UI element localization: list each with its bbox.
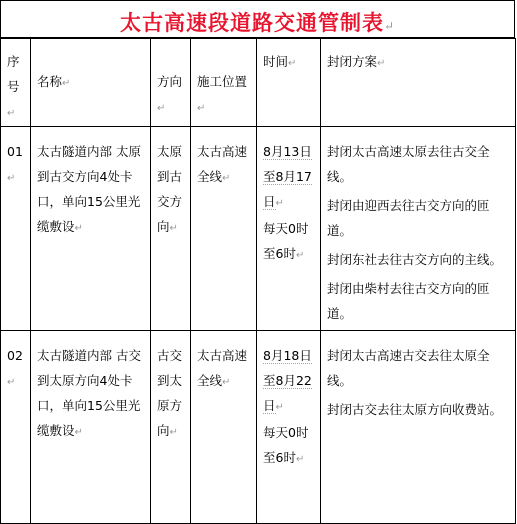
row-seq: 01↵ [1,127,31,331]
title-row [0,0,515,38]
header-direction: 方向↵ [151,39,191,127]
time-end: 至8月17日 [263,169,312,209]
row-location: 太古高速全线↵ [191,331,257,524]
time-daily: 每天0时至6时 [263,425,309,465]
row-seq: 02↵ [1,331,31,524]
plan-item: 封闭古交去往太原方向收费站。 [327,402,503,417]
header-seq: 序号↵ [1,39,31,127]
plan-item: 封闭由柴村去往古交方向的匝道。 [327,281,490,321]
row-direction: 古交到太原方向↵ [151,331,191,524]
header-time: 时间↵ [257,39,321,127]
plan-item: 封闭太古高速太原去往古交全线。 [327,144,490,184]
table-row [1,331,516,524]
row-name: 太古隧道内部 古交到太原方向4处卡口，单向15公里光缆敷设↵ [31,331,151,524]
row-name: 太古隧道内部 太原到古交方向4处卡口，单向15公里光缆敷设↵ [31,127,151,331]
time-end: 至8月22日 [263,373,312,413]
row-time: 8月13日 至8月17日↵ 每天0时至6时↵ [257,127,321,331]
time-start: 8月13日 [263,144,312,159]
header-name: 名称↵ [31,39,151,127]
header-row [1,39,516,127]
time-daily: 每天0时至6时 [263,221,309,261]
row-location: 太古高速全线↵ [191,127,257,331]
row-time: 8月18日 至8月22日↵ 每天0时至6时↵ [257,331,321,524]
header-plan: 封闭方案↵ [321,39,516,127]
plan-item: 封闭太古高速古交去往太原全线。 [327,348,490,388]
header-location: 施工位置↵ [191,39,257,127]
plan-item: 封闭东社去往古交方向的主线。 [327,252,503,267]
row-direction: 太原到古交方向↵ [151,127,191,331]
time-start: 8月18日 [263,348,312,363]
table-title: 太古高速段道路交通管制表↵ [119,10,396,35]
row-plan [321,127,516,331]
traffic-control-table [0,38,516,524]
row-plan [321,331,516,524]
plan-item: 封闭由迎西去往古交方向的匝道。 [327,198,490,238]
paragraph-mark-icon: ↵ [383,19,396,33]
table-row [1,127,516,331]
